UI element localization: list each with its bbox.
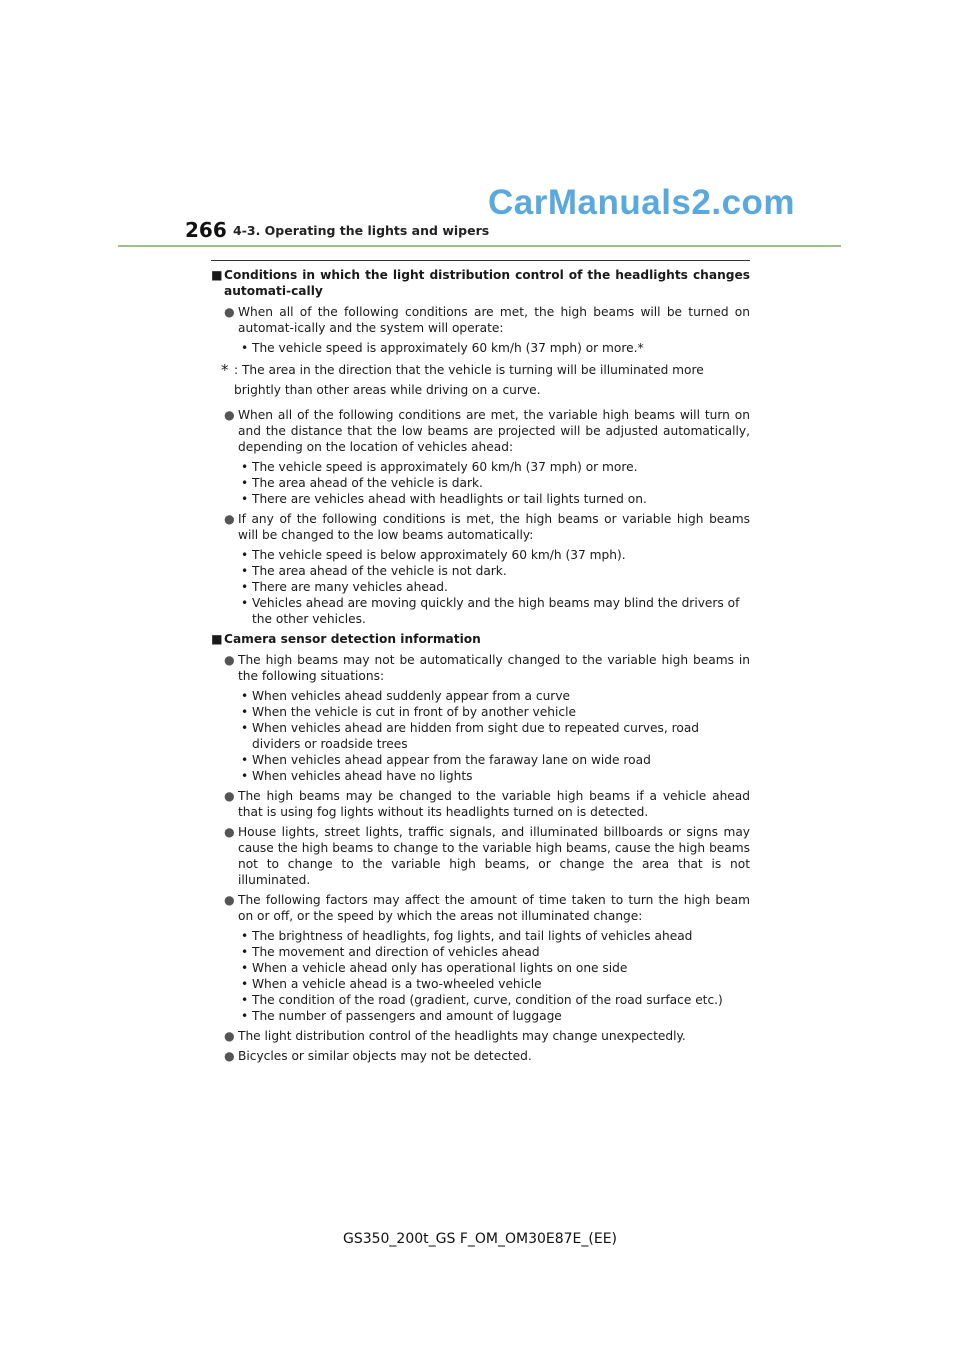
section-heading: ■ Conditions in which the light distribution control of the headlights changes automati-cally [211, 268, 750, 298]
list-item: • When the vehicle is cut in front of by another vehicle [241, 705, 576, 719]
list-item: • When vehicles ahead suddenly appear from a curve [241, 689, 571, 703]
paragraph: ● House lights, street lights, traffic signals, and illuminated billboards or signs may cause the high beams to change to the variable high beams, cause the high beams not to change to the variable high beams, or change the area that is not illuminated. [224, 825, 750, 887]
paragraph: ● If any of the following conditions is met, the high beams or variable high beams will be changed to the low beams automatically: [224, 512, 750, 542]
paragraph: ● Bicycles or similar objects may not be detected. [224, 1049, 532, 1063]
list-item: • Vehicles ahead are moving quickly and the high beams may blind the drivers of the other vehicles. [241, 596, 740, 626]
bullet-list [211, 459, 750, 507]
page-number: 266 [185, 218, 227, 242]
paragraph: ● When all of the following conditions are met, the high beams will be turned on automat-ically and the system will operate: [224, 305, 750, 335]
circle-bullet-icon: ● [224, 893, 235, 907]
footnote: * : The area in the direction that the vehicle is turning will be illuminated more brightly than other areas while driving on a curve. [221, 361, 704, 397]
list-item: • The brightness of headlights, fog lights, and tail lights of vehicles ahead [241, 929, 693, 943]
document-code-footer: GS350_200t_GS F_OM_OM30E87E_(EE) [342, 1231, 618, 1247]
circle-bullet-icon: ● [224, 512, 235, 526]
square-bullet-icon: ■ [211, 268, 223, 282]
list-item: • The condition of the road (gradient, curve, condition of the road surface etc.) [241, 993, 723, 1007]
paragraph: ● The high beams may not be automatically changed to the variable high beams in the following situations: [224, 653, 750, 683]
header-divider [118, 245, 841, 247]
paragraph: ● The high beams may be changed to the variable high beams if a vehicle ahead that is using fog lights without its headlights turned on is detected. [224, 789, 750, 819]
section-title: 4-3. Operating the lights and wipers [233, 223, 490, 238]
list-item: • The vehicle speed is below approximately 60 km/h (37 mph). [241, 548, 626, 562]
bullet-list [211, 928, 750, 1024]
list-item: • The vehicle speed is approximately 60 km/h (37 mph) or more.* [241, 341, 644, 355]
list-item: • The area ahead of the vehicle is dark. [241, 476, 483, 490]
bullet-list [211, 340, 750, 356]
list-item: • When a vehicle ahead only has operational lights on one side [241, 961, 628, 975]
content-divider [211, 260, 750, 261]
square-bullet-icon: ■ [211, 632, 223, 646]
list-item: • When vehicles ahead have no lights [241, 769, 473, 783]
circle-bullet-icon: ● [224, 305, 235, 319]
watermark-logo: CarManuals2.com [488, 183, 796, 222]
circle-bullet-icon: ● [224, 408, 235, 422]
list-item: • The vehicle speed is approximately 60 km/h (37 mph) or more. [241, 460, 638, 474]
list-item: • When vehicles ahead are hidden from sight due to repeated curves, road dividers or roadside trees [241, 721, 700, 751]
page-content [211, 267, 750, 1068]
circle-bullet-icon: ● [224, 789, 235, 803]
list-item: • There are vehicles ahead with headlights or tail lights turned on. [241, 492, 647, 506]
circle-bullet-icon: ● [224, 653, 235, 667]
bullet-list [211, 688, 750, 784]
list-item: • The area ahead of the vehicle is not dark. [241, 564, 507, 578]
section-heading: ■ Camera sensor detection information [211, 632, 481, 646]
bullet-list [211, 547, 750, 627]
list-item: • The movement and direction of vehicles ahead [241, 945, 540, 959]
list-item: • When a vehicle ahead is a two-wheeled vehicle [241, 977, 542, 991]
paragraph: ● The light distribution control of the headlights may change unexpectedly. [224, 1029, 686, 1043]
circle-bullet-icon: ● [224, 825, 235, 839]
list-item: • There are many vehicles ahead. [241, 580, 448, 594]
list-item: • The number of passengers and amount of luggage [241, 1009, 562, 1023]
circle-bullet-icon: ● [224, 1029, 235, 1043]
footnote-mark: * [221, 361, 229, 379]
paragraph: ● When all of the following conditions are met, the variable high beams will turn on and the distance that the low beams are projected will be adjusted automatically, depending on the location of vehicles ahead: [224, 408, 750, 454]
circle-bullet-icon: ● [224, 1049, 235, 1063]
list-item: • When vehicles ahead appear from the faraway lane on wide road [241, 753, 651, 767]
paragraph: ● The following factors may affect the amount of time taken to turn the high beam on or off, or the speed by which the areas not illuminated change: [224, 893, 750, 923]
